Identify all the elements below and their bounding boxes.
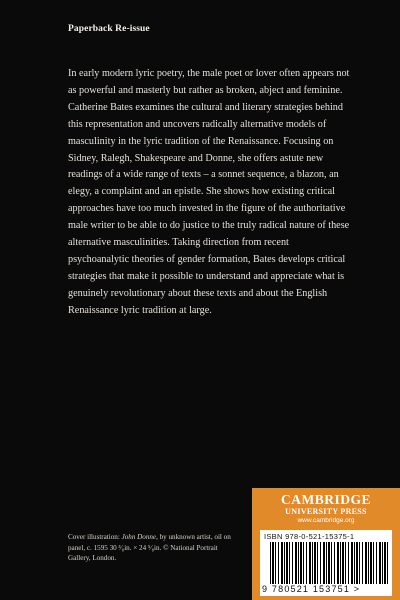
- barcode-icon: [270, 542, 388, 584]
- credit-details: , by unknown artist, oil on panel, c. 1595 30 ³⁄₈in. × 24 ⁵⁄₈in. © National Portrait Gallery, London.: [68, 533, 231, 563]
- isbn-text: ISBN 978-0-521-15375-1: [264, 532, 355, 541]
- publisher-name: CAMBRIDGE: [280, 492, 371, 507]
- cover-illustration-credit: [68, 532, 238, 564]
- credit-title: John Donne: [121, 533, 157, 541]
- barcode-number: 9 780521 153751 >: [262, 584, 361, 594]
- reissue-label: Paperback Re-issue: [68, 24, 150, 34]
- publisher-block: [252, 488, 400, 600]
- credit-prefix: Cover illustration:: [68, 533, 122, 541]
- barcode-panel: [260, 530, 392, 596]
- publisher-url: www.cambridge.org: [297, 517, 355, 524]
- blurb-text: In early modern lyric poetry, the male poet or lover often appears not as powerful and masterly but rather as broken, abject and feminine. Catherine Bates examines the cultural and literary strategies behind this representation and uncovers radically alternative models of masculinity in the lyric tradition of the Renaissance. Focusing on Sidney, Ralegh, Shakespeare and Donne, she offers astute new readings of a wide range of texts – a sonnet sequence, a blazon, an elegy, a complaint and an epistle. She shows how existing critical approaches have too much invested in the figure of the authoritative male writer to be able to do justice to the truly radical nature of these alternative masculinities. Taking direction from recent psychoanalytic theories of gender formation, Bates develops critical strategies that make it possible to understand and appreciate what is genuinely revolutionary about these texts and about the English Renaissance lyric tradition at large.: [68, 68, 350, 316]
- publisher-press: UNIVERSITY PRESS: [285, 507, 367, 516]
